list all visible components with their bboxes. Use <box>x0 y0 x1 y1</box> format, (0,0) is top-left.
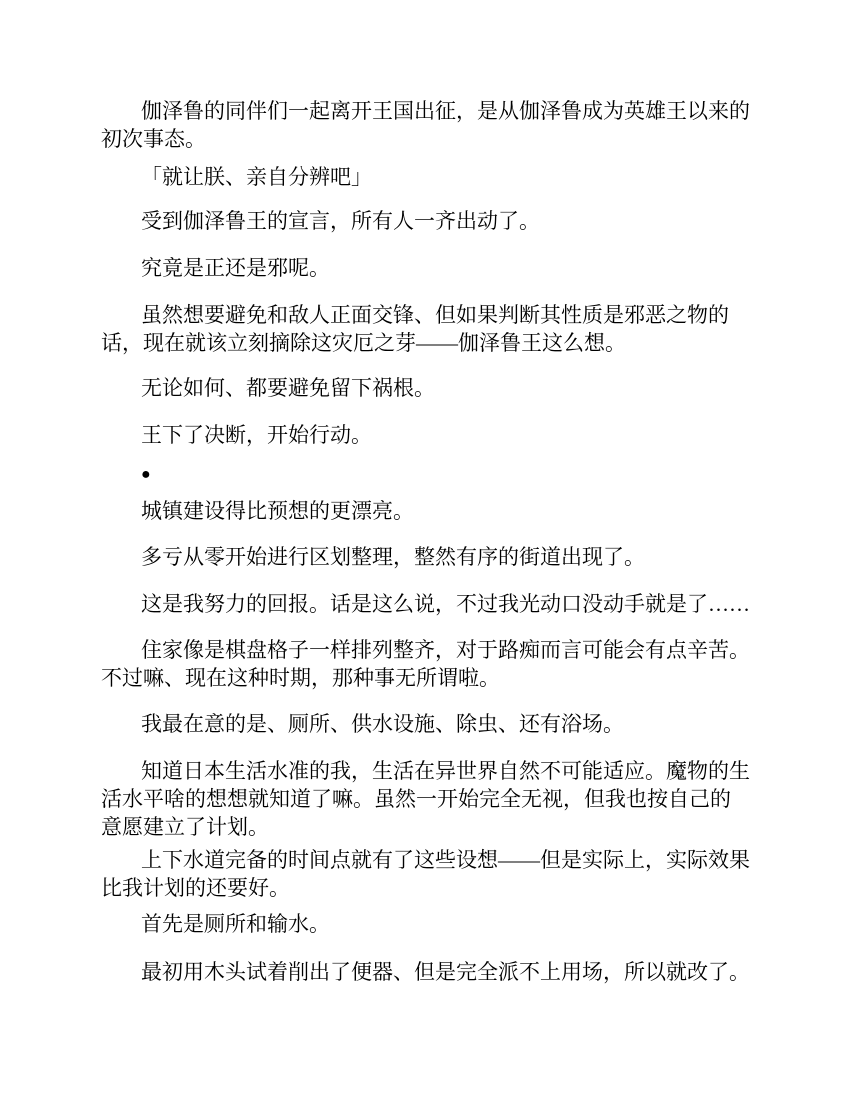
paragraph-16: 首先是厕所和输水。 <box>141 912 330 936</box>
paragraph-10: 多亏从零开始进行区划整理，整然有序的街道出现了。 <box>141 545 645 569</box>
paragraph-5: 虽然想要避免和敌人正面交锋、但如果判断其性质是邪恶之物的话，现在就该立刻摘除这灾厄之芽——伽泽鲁王这么想。 <box>101 303 729 355</box>
paragraph-1: 伽泽鲁的同伴们一起离开王国出征，是从伽泽鲁成为英雄王以来的初次事态。 <box>101 99 750 151</box>
section-separator-bullet: ● <box>141 466 151 483</box>
paragraph-15: 上下水道完备的时间点就有了这些设想——但是实际上，实际效果比我计划的还要好。 <box>101 848 750 900</box>
paragraph-3: 受到伽泽鲁王的宣言，所有人一齐出动了。 <box>141 209 540 233</box>
paragraph-14: 知道日本生活水准的我，生活在异世界自然不可能适应。魔物的生活水平啥的想想就知道了嘛。虽然一开始完全无视，但我也按自己的意愿建立了计划。 <box>101 759 750 839</box>
paragraph-11: 这是我努力的回报。话是这么说，不过我光动口没动手就是了…… <box>141 592 750 616</box>
paragraph-13: 我最在意的是、厕所、供水设施、除虫、还有浴场。 <box>141 712 624 736</box>
paragraph-7: 王下了决断，开始行动。 <box>141 423 372 447</box>
paragraph-17: 最初用木头试着削出了便器、但是完全派不上用场，所以就改了。 <box>141 960 750 984</box>
paragraph-9: 城镇建设得比预想的更漂亮。 <box>141 499 414 523</box>
paragraph-12: 住家像是棋盘格子一样排列整齐，对于路痴而言可能会有点辛苦。不过嘛、现在这种时期，那种事无所谓啦。 <box>101 638 750 690</box>
paragraph-2-dialogue: 「就让朕、亲自分辨吧」 <box>141 165 372 189</box>
paragraph-4: 究竟是正还是邪呢。 <box>141 256 330 280</box>
paragraph-6: 无论如何、都要避免留下祸根。 <box>141 376 435 400</box>
